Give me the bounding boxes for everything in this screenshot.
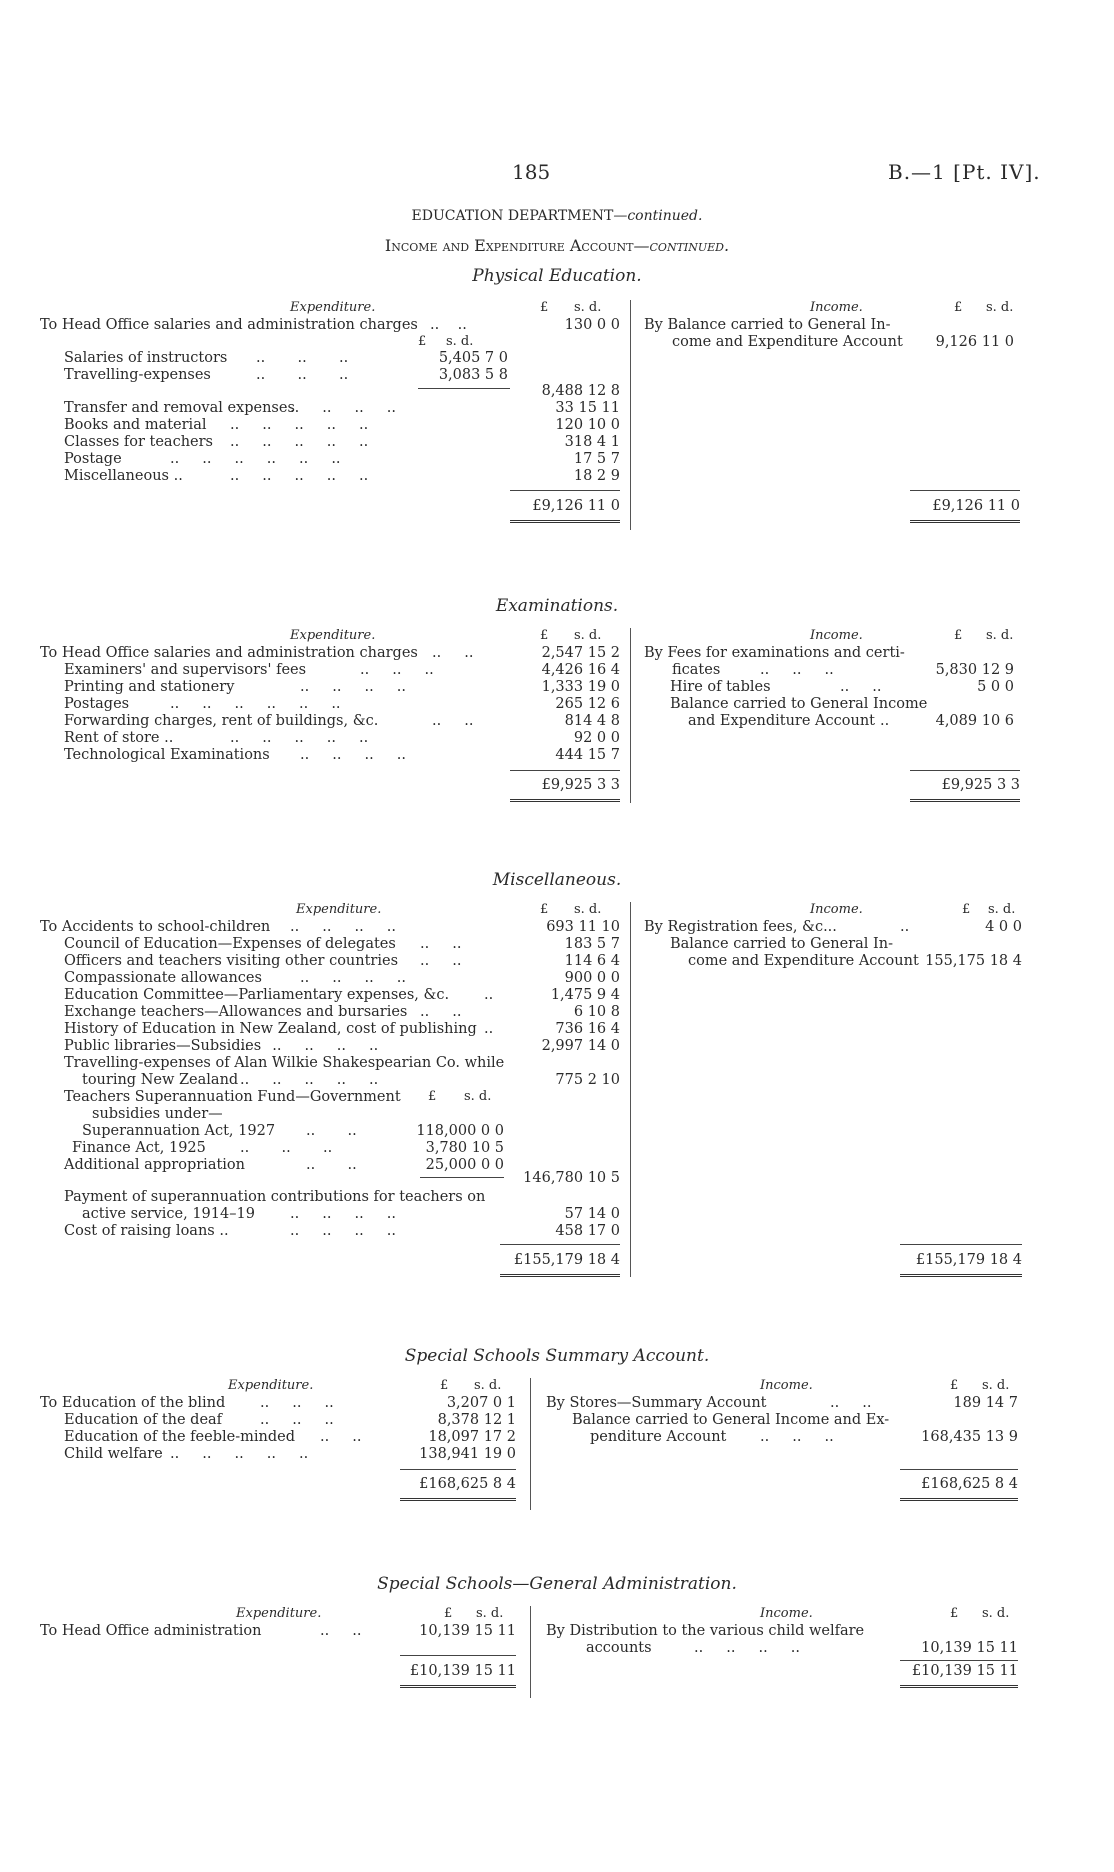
department-heading: [0, 208, 1114, 224]
misc-super-subtotal: 146,780 10 5: [523, 1170, 620, 1186]
misc-super-line2: subsidies under—: [92, 1106, 223, 1122]
special-summary-income-balance-line1: Balance carried to General Income and Ex-: [572, 1412, 890, 1428]
physical-salaries-amount: 5,405 7 0: [438, 350, 508, 366]
misc-item-2-label: Council of Education—Expenses of delegates: [64, 936, 396, 952]
account-heading: [0, 236, 1114, 255]
physical-income-total: £9,126 11 0: [932, 498, 1020, 514]
misc-expenditure-heading: Expenditure.: [296, 902, 382, 917]
special-summary-total: £168,625 8 4: [419, 1476, 516, 1492]
misc-item-4-label: Compassionate allowances: [64, 970, 262, 986]
special-admin-pound: £: [444, 1606, 453, 1621]
physical-item-1-label: Transfer and removal expenses: [64, 400, 295, 416]
misc-income-total: £155,179 18 4: [915, 1252, 1022, 1268]
special-summary-item-2-label: Education of the deaf: [64, 1412, 223, 1428]
special-summary-title: Special Schools Summary Account.: [404, 1346, 710, 1366]
special-admin-title: Special Schools—General Administration.: [377, 1574, 737, 1594]
misc-super-item-1-amount: 118,000 0 0: [416, 1123, 504, 1139]
exams-total-rule: [510, 770, 620, 771]
special-admin-total-rule: [400, 1655, 516, 1656]
special-admin-income-amount: 10,139 15 11: [921, 1640, 1018, 1656]
misc-item-3-label: Officers and teachers visiting other countries: [64, 953, 399, 969]
special-summary-sd: s. d.: [474, 1378, 502, 1393]
misc-item-5-label: Education Committee—Parliamentary expenses, &c.: [64, 987, 450, 1003]
misc-title: Miscellaneous.: [492, 870, 622, 890]
physical-income-pound: £: [954, 300, 963, 315]
physical-income-sd: s. d.: [986, 300, 1014, 315]
physical-total: £9,126 11 0: [532, 498, 620, 514]
misc-payment-line1: Payment of superannuation contributions for teachers on: [64, 1189, 486, 1205]
special-admin-income-heading: Income.: [760, 1606, 813, 1621]
physical-income-amount: 9,126 11 0: [935, 334, 1014, 350]
misc-divider: [630, 902, 631, 1277]
misc-item-6-label: Exchange teachers—Allowances and bursaries: [64, 1004, 408, 1020]
physical-item-3-label: Classes for teachers: [64, 434, 213, 450]
exams-income-fees-line1: By Fees for examinations and certi-: [644, 645, 905, 661]
special-admin-sd: s. d.: [476, 1606, 504, 1621]
misc-payment-amount: 57 14 0: [564, 1206, 620, 1222]
special-admin-income-pound: £: [950, 1606, 959, 1621]
physical-inner-sd: s. d.: [446, 334, 474, 349]
misc-total-rule: [500, 1244, 620, 1245]
misc-shakespeare-line2: touring New Zealand: [82, 1072, 239, 1088]
special-summary-divider: [530, 1378, 531, 1510]
misc-super-subtotal-rule: [420, 1177, 504, 1178]
exams-income-total-rule: [910, 770, 1020, 771]
exams-income-sd: s. d.: [986, 628, 1014, 643]
physical-item-4-amount: 17 5 7: [573, 451, 620, 467]
special-summary-item-3-amount: 18,097 17 2: [428, 1429, 516, 1445]
physical-travelling-amount: 3,083 5 8: [438, 367, 508, 383]
misc-item-7-label: History of Education in New Zealand, cost of publishing: [64, 1021, 477, 1037]
exams-item-1-amount: 2,547 15 2: [541, 645, 620, 661]
exams-item-3-label: Printing and stationery: [64, 679, 235, 695]
special-summary-item-4-label: Child welfare: [64, 1446, 163, 1462]
misc-income-balance-line1: Balance carried to General In-: [670, 936, 894, 952]
misc-income-double-rule: [900, 1274, 1022, 1277]
physical-income-double-rule: [910, 520, 1020, 523]
special-summary-expenditure-heading: Expenditure.: [228, 1378, 314, 1393]
misc-item-6-amount: 6 10 8: [573, 1004, 620, 1020]
misc-shakespeare-amount: 775 2 10: [555, 1072, 620, 1088]
exams-income-total: £9,925 3 3: [941, 777, 1020, 793]
special-summary-income-sd: s. d.: [982, 1378, 1010, 1393]
exams-income-heading: Income.: [810, 628, 863, 643]
special-admin-income-line1: By Distribution to the various child welfare: [546, 1623, 865, 1639]
special-summary-item-4-amount: 138,941 19 0: [419, 1446, 516, 1462]
misc-item-8-amount: 2,997 14 0: [541, 1038, 620, 1054]
misc-item-2-amount: 183 5 7: [564, 936, 620, 952]
misc-pound-col: £: [540, 902, 549, 917]
misc-income-pound: £: [962, 902, 971, 917]
department-title: EDUCATION DEPARTMENT: [411, 208, 614, 224]
misc-sd-col: s. d.: [574, 902, 602, 917]
exams-total-double-rule: [510, 799, 620, 802]
physical-salaries-label: Salaries of instructors: [64, 350, 228, 366]
misc-super-line1: Teachers Superannuation Fund—Government: [64, 1089, 401, 1105]
misc-total-double-rule: [500, 1274, 620, 1277]
misc-total: £155,179 18 4: [513, 1252, 620, 1268]
misc-super-sd: s. d.: [464, 1089, 492, 1104]
misc-super-item-2-label: Finance Act, 1925: [72, 1140, 206, 1156]
physical-item-4-label: Postage: [64, 451, 122, 467]
misc-super-item-3-amount: 25,000 0 0: [425, 1157, 504, 1173]
special-summary-item-3-label: Education of the feeble-minded: [64, 1429, 295, 1445]
exams-total: £9,925 3 3: [541, 777, 620, 793]
exams-pound-col: £: [540, 628, 549, 643]
misc-item-1-label: To Accidents to school-children: [40, 919, 271, 935]
special-admin-item-amount: 10,139 15 11: [419, 1623, 516, 1639]
misc-shakespeare-line1: Travelling-expenses of Alan Wilkie Shakespearian Co. while: [64, 1055, 505, 1071]
misc-income-reg: By Registration fees, &c...: [644, 919, 837, 935]
physical-income-line2: come and Expenditure Account: [672, 334, 903, 350]
misc-income-sd: s. d.: [988, 902, 1016, 917]
physical-item-1-amount: 33 15 11: [555, 400, 620, 416]
physical-head-office-amount: 130 0 0: [564, 317, 620, 333]
exams-item-2-label: Examiners' and supervisors' fees: [64, 662, 307, 678]
page-reference: B.—1 [Pt. IV].: [888, 160, 1041, 184]
misc-item-3-amount: 114 6 4: [564, 953, 620, 969]
misc-item-7-amount: 736 16 4: [555, 1021, 620, 1037]
misc-income-heading: Income.: [810, 902, 863, 917]
misc-loans-amount: 458 17 0: [555, 1223, 620, 1239]
exams-item-5-label: Forwarding charges, rent of buildings, &c.: [64, 713, 379, 729]
exams-income-pound: £: [954, 628, 963, 643]
physical-item-5-label: Miscellaneous ..: [64, 468, 183, 484]
special-admin-income-double-rule: [900, 1685, 1018, 1688]
physical-sd-col: s. d.: [574, 300, 602, 315]
physical-travelling-label: Travelling-expenses: [64, 367, 211, 383]
special-admin-double-rule: [400, 1685, 516, 1688]
special-admin-income-total-rule: [900, 1660, 1018, 1661]
misc-super-pound: £: [428, 1089, 437, 1104]
physical-total-double-rule: [510, 520, 620, 523]
physical-expenditure-heading: Expenditure.: [290, 300, 376, 315]
exams-income-balance-line2: and Expenditure Account: [688, 713, 875, 729]
physical-income-heading: Income.: [810, 300, 863, 315]
exams-item-6-amount: 92 0 0: [573, 730, 620, 746]
special-summary-income-stores: By Stores—Summary Account: [546, 1395, 767, 1411]
misc-super-item-1-label: Superannuation Act, 1927: [82, 1123, 276, 1139]
misc-item-5-amount: 1,475 9 4: [550, 987, 620, 1003]
special-summary-item-1-amount: 3,207 0 1: [446, 1395, 516, 1411]
exams-item-1-label: To Head Office salaries and administration charges: [40, 645, 418, 661]
special-admin-item-label: To Head Office administration: [40, 1623, 262, 1639]
special-admin-total: £10,139 15 11: [409, 1663, 516, 1679]
physical-divider: [630, 300, 631, 530]
exams-item-7-amount: 444 15 7: [555, 747, 620, 763]
exams-income-hire: Hire of tables: [670, 679, 771, 695]
special-summary-income-pound: £: [950, 1378, 959, 1393]
physical-income-total-rule: [910, 490, 1020, 491]
exams-item-2-amount: 4,426 16 4: [541, 662, 620, 678]
physical-title: Physical Education.: [472, 266, 642, 286]
physical-pound-col: £: [540, 300, 549, 315]
exams-divider: [630, 628, 631, 803]
physical-item-5-amount: 18 2 9: [573, 468, 620, 484]
misc-income-balance-amount: 155,175 18 4: [925, 953, 1022, 969]
physical-income-line1: By Balance carried to General In-: [644, 317, 891, 333]
special-summary-double-rule: [400, 1498, 516, 1501]
physical-total-rule: [510, 490, 620, 491]
exams-item-4-label: Postages: [64, 696, 130, 712]
exams-income-balance-line1: Balance carried to General Income: [670, 696, 928, 712]
misc-loans-label: Cost of raising loans ..: [64, 1223, 229, 1239]
page-number: 185: [512, 160, 551, 184]
exams-title: Examinations.: [495, 596, 619, 616]
special-summary-income-stores-amount: 189 14 7: [953, 1395, 1018, 1411]
physical-inner-pound: £: [418, 334, 427, 349]
special-summary-total-rule: [400, 1469, 516, 1470]
misc-item-4-amount: 900 0 0: [564, 970, 620, 986]
misc-item-8-label: Public libraries—Subsidies: [64, 1038, 262, 1054]
exams-income-balance-amount: 4,089 10 6: [935, 713, 1014, 729]
special-admin-income-total: £10,139 15 11: [911, 1663, 1018, 1679]
exams-income-hire-amount: 5 0 0: [977, 679, 1014, 695]
exams-sd-col: s. d.: [574, 628, 602, 643]
exams-income-fees-amount: 5,830 12 9: [935, 662, 1014, 678]
misc-income-reg-amount: 4 0 0: [985, 919, 1022, 935]
misc-payment-line2: active service, 1914–19: [82, 1206, 255, 1222]
exams-income-fees-line2: ficates: [672, 662, 721, 678]
special-admin-income-sd: s. d.: [982, 1606, 1010, 1621]
account-suffix: —continued.: [633, 236, 730, 255]
physical-subtotal: 8,488 12 8: [541, 383, 620, 399]
exams-item-4-amount: 265 12 6: [555, 696, 620, 712]
misc-item-1-amount: 693 11 10: [546, 919, 620, 935]
account-title: Income and Expenditure Account: [384, 236, 634, 255]
special-summary-pound: £: [440, 1378, 449, 1393]
special-summary-income-balance-line2: penditure Account: [590, 1429, 727, 1445]
physical-head-office-label: To Head Office salaries and administration charges: [40, 317, 418, 333]
special-admin-divider: [530, 1606, 531, 1698]
physical-item-2-amount: 120 10 0: [555, 417, 620, 433]
misc-super-item-3-label: Additional appropriation: [64, 1157, 245, 1173]
physical-subtotal-rule: [418, 388, 510, 389]
special-summary-income-heading: Income.: [760, 1378, 813, 1393]
misc-income-balance-line2: come and Expenditure Account: [688, 953, 919, 969]
physical-item-2-label: Books and material: [64, 417, 207, 433]
department-suffix: —continued.: [613, 208, 703, 224]
exams-item-3-amount: 1,333 19 0: [541, 679, 620, 695]
misc-income-total-rule: [900, 1244, 1022, 1245]
physical-item-3-amount: 318 4 1: [564, 434, 620, 450]
special-summary-item-1-label: To Education of the blind: [40, 1395, 226, 1411]
special-summary-income-double-rule: [900, 1498, 1018, 1501]
exams-item-6-label: Rent of store ..: [64, 730, 174, 746]
special-summary-income-total-rule: [900, 1469, 1018, 1470]
misc-super-item-2-amount: 3,780 10 5: [425, 1140, 504, 1156]
exams-expenditure-heading: Expenditure.: [290, 628, 376, 643]
special-admin-income-line2: accounts: [586, 1640, 652, 1656]
special-admin-expenditure-heading: Expenditure.: [236, 1606, 322, 1621]
exams-item-7-label: Technological Examinations: [64, 747, 270, 763]
special-summary-income-total: £168,625 8 4: [921, 1476, 1018, 1492]
exams-item-5-amount: 814 4 8: [564, 713, 620, 729]
exams-income-double-rule: [910, 799, 1020, 802]
special-summary-income-balance-amount: 168,435 13 9: [921, 1429, 1018, 1445]
special-summary-item-2-amount: 8,378 12 1: [437, 1412, 516, 1428]
